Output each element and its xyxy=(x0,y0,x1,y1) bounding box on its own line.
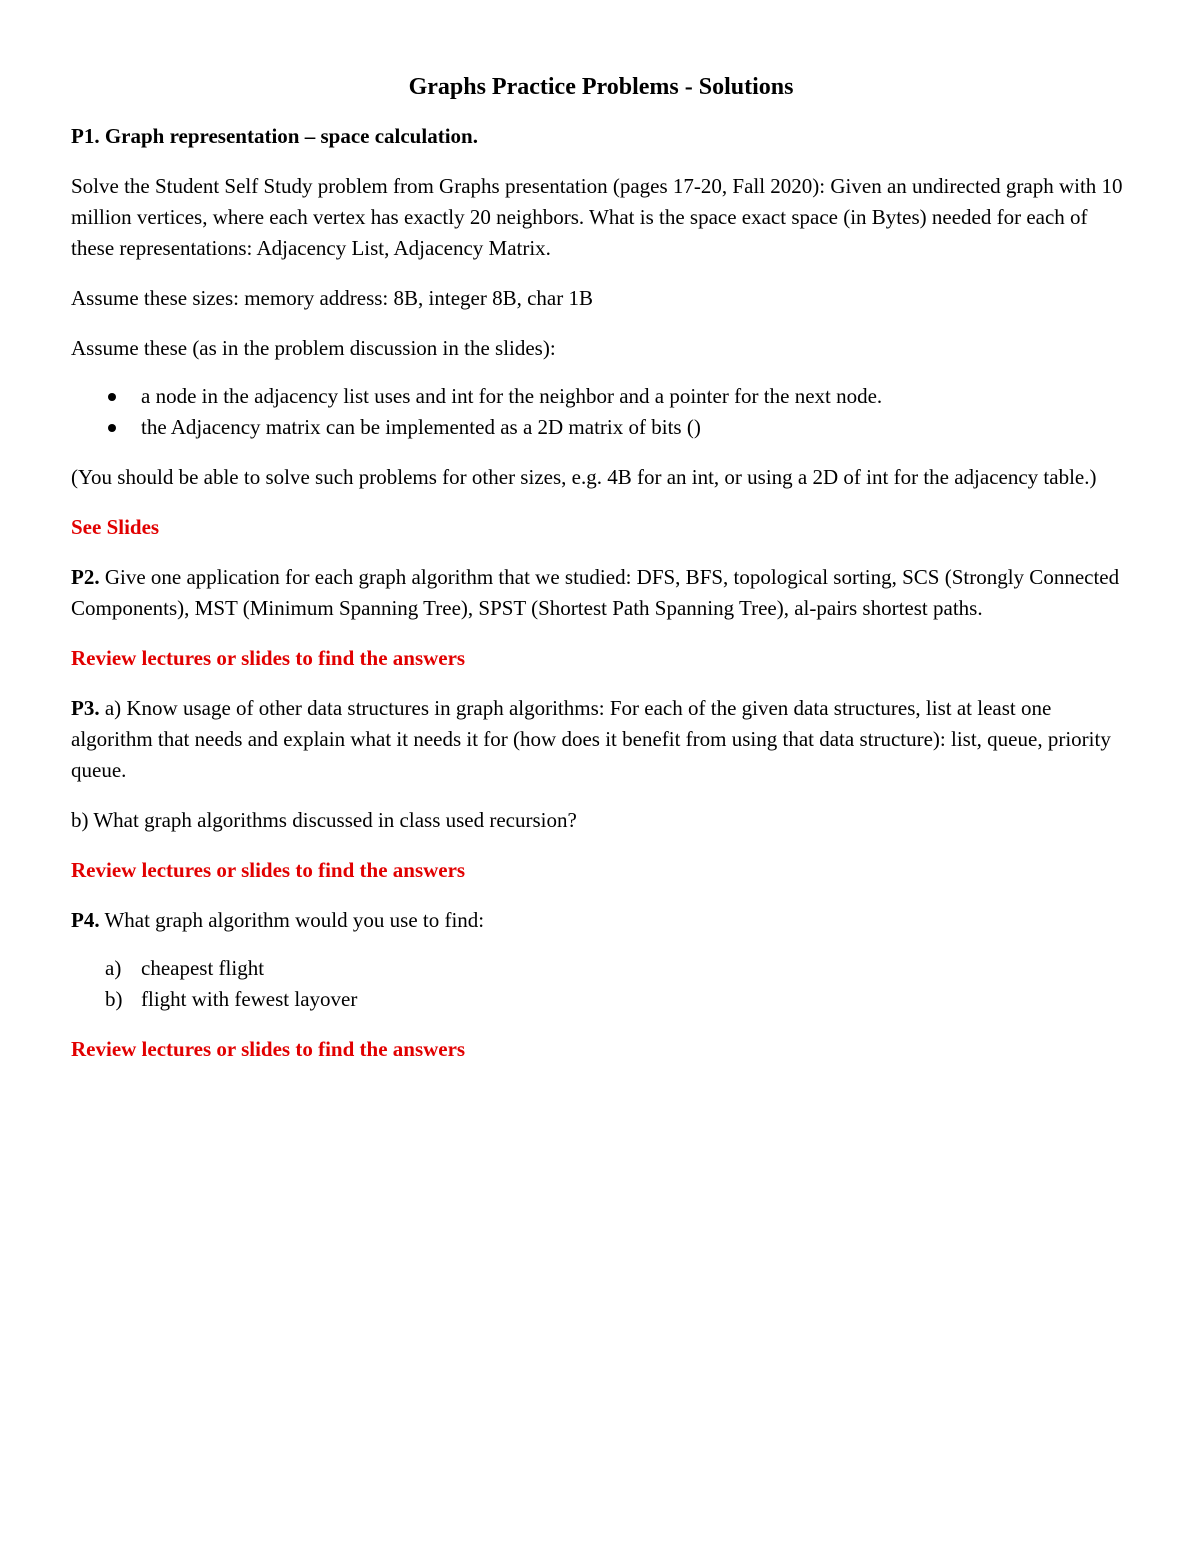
p3-label: P3. xyxy=(71,696,100,720)
list-marker: a) xyxy=(105,956,122,980)
p2-label: P2. xyxy=(71,565,100,589)
p1-answer: See Slides xyxy=(71,515,160,539)
p4-question xyxy=(71,905,1131,936)
p4-text: What graph algorithm would you use to find: xyxy=(99,908,485,932)
list-item-text: cheapest flight xyxy=(141,956,265,980)
list-item-text: flight with fewest layover xyxy=(141,987,358,1011)
p3-question-b: b) What graph algorithms discussed in class used recursion? xyxy=(71,808,577,832)
p3-answer: Review lectures or slides to find the answers xyxy=(71,858,466,882)
p2-question xyxy=(71,562,1131,624)
p4-answer: Review lectures or slides to find the answers xyxy=(71,1037,466,1061)
p2-text: Give one application for each graph algorithm that we studied: DFS, BFS, topological sorting, SCS (Strongly Connected Components), MST (Minimum Spanning Tree), SPST (Shortest Path Spanning Tree), al-pairs shortest paths. xyxy=(71,565,1120,620)
list-item xyxy=(71,381,1131,412)
list-item xyxy=(71,984,1131,1015)
bullet-text: a node in the adjacency list uses and int for the neighbor and a pointer for the next node. xyxy=(141,384,883,408)
list-marker: b) xyxy=(105,987,123,1011)
bullet-text: the Adjacency matrix can be implemented as a 2D matrix of bits () xyxy=(141,415,701,439)
list-item xyxy=(71,953,1131,984)
p1-paragraph-sizes: Assume these sizes: memory address: 8B, integer 8B, char 1B xyxy=(71,286,593,310)
p4-lettered-list xyxy=(71,953,1131,1015)
p1-bullet-list xyxy=(71,381,1131,443)
p1-heading: P1. Graph representation – space calculation. xyxy=(71,124,478,148)
p4-label: P4. xyxy=(71,908,100,932)
bullet-icon xyxy=(108,393,116,401)
document-content xyxy=(71,70,1131,1084)
list-item xyxy=(71,412,1131,443)
bullet-icon xyxy=(108,424,116,432)
p1-paragraph-problem: Solve the Student Self Study problem from Graphs presentation (pages 17-20, Fall 2020): Given an undirected graph with 10 million vertices, where each vertex has exactly 20 neighbors. What is the space exact space (in Bytes) needed for each of these representations: Adjacency List, Adjacency Matrix. xyxy=(71,174,1123,260)
p1-paragraph-assume: Assume these (as in the problem discussion in the slides): xyxy=(71,336,556,360)
p1-paragraph-note: (You should be able to solve such problems for other sizes, e.g. 4B for an int, or using a 2D of int for the adjacency table.) xyxy=(71,465,1097,489)
document-title: Graphs Practice Problems - Solutions xyxy=(408,74,794,100)
p2-answer: Review lectures or slides to find the answers xyxy=(71,646,466,670)
p3-question-a xyxy=(71,693,1131,786)
p3-text-a: a) Know usage of other data structures in graph algorithms: For each of the given data structures, list at least one algorithm that needs and explain what it needs it for (how does it benefit from using that data structure): list, queue, priority queue. xyxy=(71,696,1111,782)
